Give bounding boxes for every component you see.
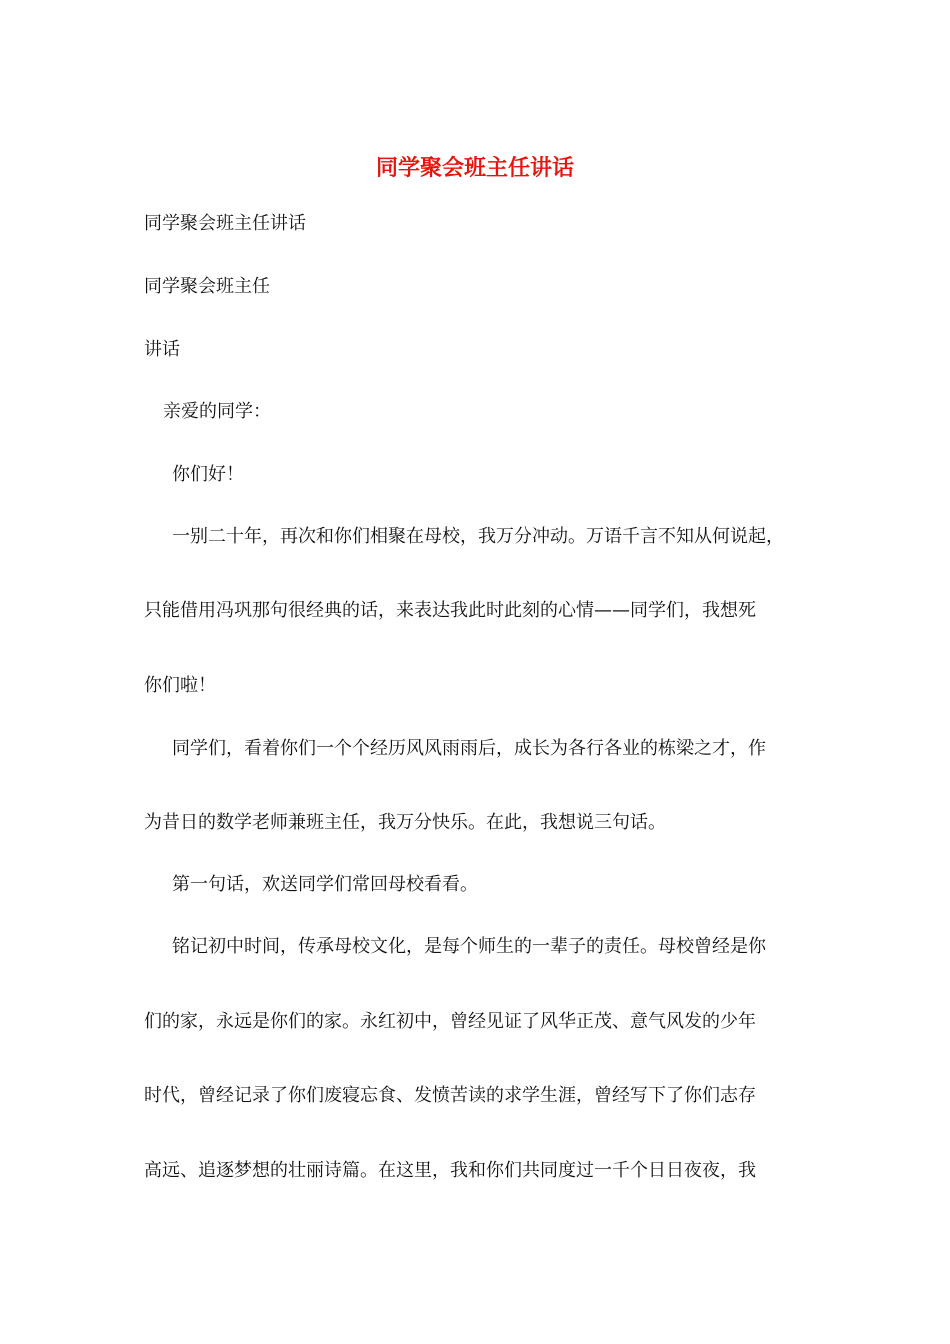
salutation-line: 亲爱的同学： bbox=[163, 401, 271, 422]
greeting-line: 你们好！ bbox=[172, 464, 244, 485]
paragraph-line: 高远、追逐梦想的壮丽诗篇。在这里，我和你们共同度过一千个日日夜夜，我 bbox=[144, 1160, 756, 1181]
paragraph-line: 为昔日的数学老师兼班主任，我万分快乐。在此，我想说三句话。 bbox=[144, 812, 666, 833]
paragraph-line: 只能借用冯巩那句很经典的话，来表达我此时此刻的心情——同学们，我想死 bbox=[144, 600, 756, 621]
subtitle-line: 同学聚会班主任讲话 bbox=[144, 213, 306, 234]
paragraph-line: 第一句话，欢送同学们常回母校看看。 bbox=[172, 874, 478, 895]
paragraph-line: 一别二十年，再次和你们相聚在母校，我万分冲动。万语千言不知从何说起， bbox=[172, 526, 784, 547]
paragraph-line: 们的家，永远是你们的家。永红初中，曾经见证了风华正茂、意气风发的少年 bbox=[144, 1011, 756, 1032]
paragraph-line: 时代，曾经记录了你们废寝忘食、发愤苦读的求学生涯，曾经写下了你们志存 bbox=[144, 1085, 756, 1106]
subtitle-line: 同学聚会班主任 bbox=[144, 276, 270, 297]
paragraph-line: 铭记初中时间，传承母校文化，是每个师生的一辈子的责任。母校曾经是你 bbox=[172, 936, 766, 957]
paragraph-line: 你们啦！ bbox=[144, 675, 216, 696]
document-title: 同学聚会班主任讲话 bbox=[375, 155, 574, 181]
paragraph-line: 同学们，看着你们一个个经历风风雨雨后，成长为各行各业的栋梁之才，作 bbox=[172, 738, 766, 759]
subtitle-line: 讲话 bbox=[144, 339, 180, 360]
